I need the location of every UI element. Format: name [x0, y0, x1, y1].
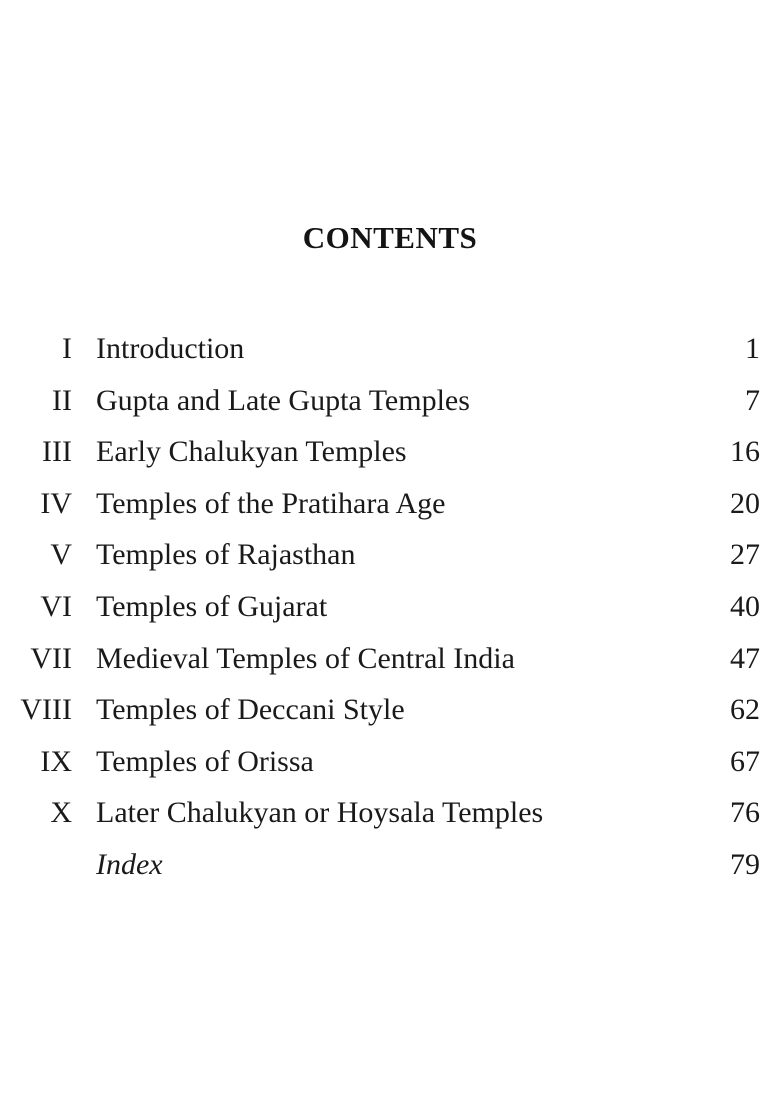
page-number: 47 — [730, 641, 760, 675]
toc-entry-gupta[interactable] — [0, 379, 780, 431]
chapter-title: Early Chalukyan Temples — [96, 435, 407, 469]
page-number: 20 — [730, 486, 760, 520]
chapter-title: Temples of Deccani Style — [96, 693, 405, 727]
page-number: 79 — [730, 847, 760, 881]
chapter-numeral: X — [50, 796, 72, 830]
page-title: CONTENTS — [302, 220, 478, 255]
table-of-contents — [0, 327, 780, 895]
page-number: 27 — [730, 538, 760, 572]
chapter-title: Medieval Temples of Central India — [96, 641, 515, 675]
toc-entry-orissa[interactable] — [0, 740, 780, 792]
chapter-numeral: V — [50, 538, 72, 572]
page-number: 62 — [730, 693, 760, 727]
toc-entry-rajasthan[interactable] — [0, 533, 780, 585]
chapter-numeral: VII — [30, 641, 72, 675]
chapter-numeral: IV — [40, 486, 72, 520]
toc-entry-central-india[interactable] — [0, 637, 780, 689]
chapter-title: Introduction — [96, 332, 245, 365]
chapter-numeral: VI — [40, 589, 72, 623]
chapter-title: Temples of Orissa — [96, 744, 314, 778]
page-number: 7 — [745, 383, 760, 417]
page-number: 16 — [730, 435, 760, 469]
chapter-numeral: VIII — [20, 693, 72, 727]
chapter-numeral: III — [42, 435, 72, 469]
page-number: 76 — [730, 796, 760, 830]
toc-entry-deccani[interactable] — [0, 688, 780, 740]
toc-entry-index[interactable] — [0, 843, 780, 895]
chapter-title: Temples of the Pratihara Age — [96, 486, 446, 520]
chapter-numeral: IX — [40, 744, 72, 778]
page-number: 67 — [730, 744, 760, 778]
toc-entry-early-chalukyan[interactable] — [0, 430, 780, 482]
toc-entry-hoysala[interactable] — [0, 791, 780, 843]
chapter-title: Temples of Rajasthan — [96, 538, 356, 572]
chapter-title: Gupta and Late Gupta Temples — [96, 383, 470, 417]
toc-entry-introduction[interactable] — [0, 327, 780, 379]
chapter-title: Temples of Gujarat — [96, 589, 328, 623]
chapter-title: Index — [96, 847, 163, 881]
chapter-numeral: I — [62, 332, 72, 365]
toc-entry-gujarat[interactable] — [0, 585, 780, 637]
chapter-numeral: II — [52, 383, 72, 417]
page-number: 40 — [730, 589, 760, 623]
toc-entry-pratihara[interactable] — [0, 482, 780, 534]
chapter-title: Later Chalukyan or Hoysala Temples — [96, 796, 544, 830]
page-number: 1 — [745, 332, 760, 365]
